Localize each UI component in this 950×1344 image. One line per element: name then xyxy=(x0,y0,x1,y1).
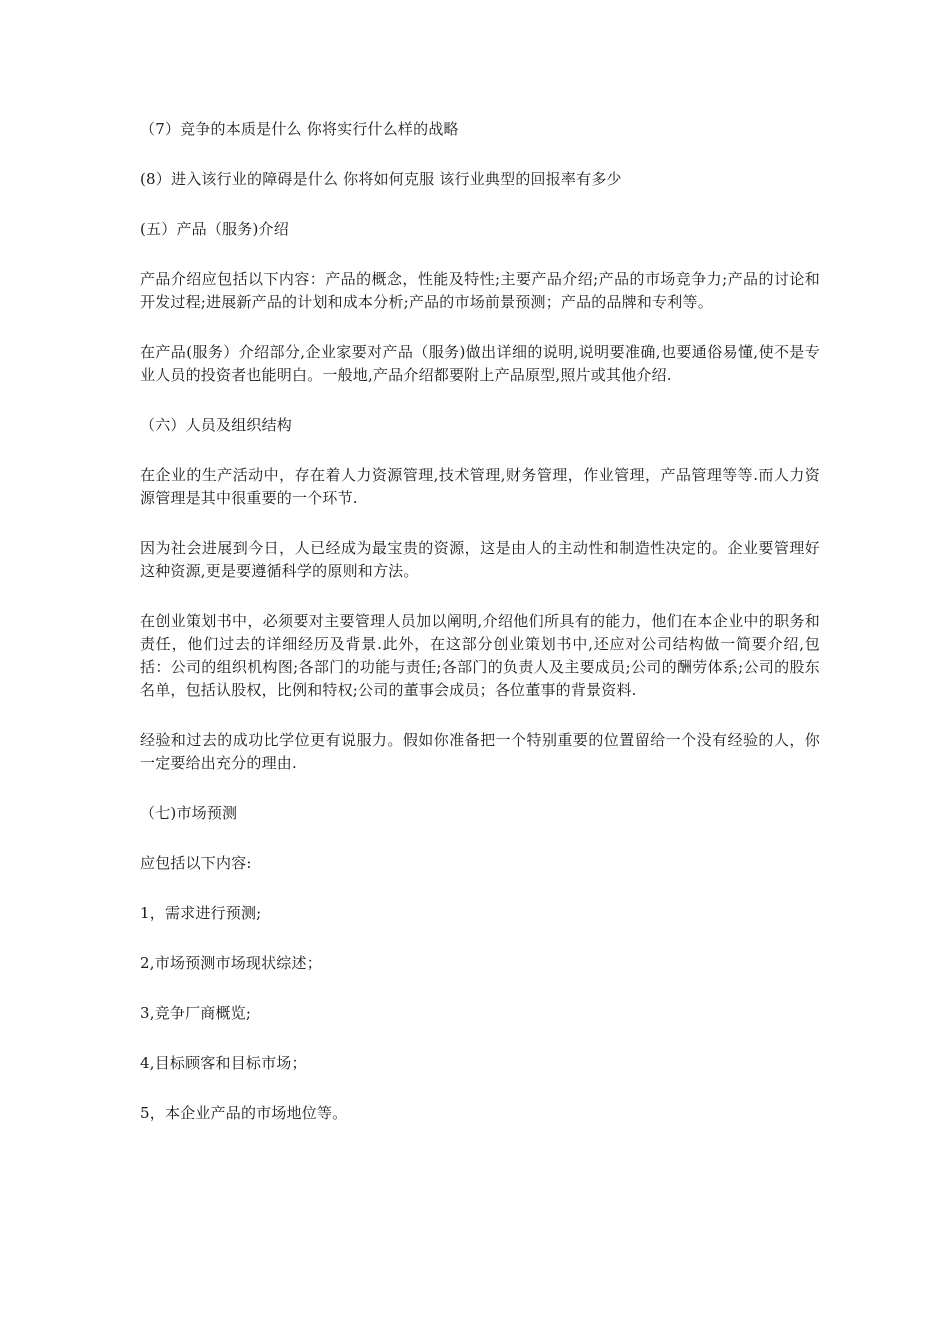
list-item-market-position: 5，本企业产品的市场地位等。 xyxy=(140,1104,348,1122)
paragraph-should-include: 应包括以下内容: xyxy=(140,854,252,872)
heading-market-forecast: （七)市场预测 xyxy=(140,804,238,822)
list-item-target-market: 4,目标顾客和目标市场； xyxy=(140,1054,307,1072)
paragraph-industry-barriers: (8）进入该行业的障碍是什么 你将如何克服 该行业典型的回报率有多少 xyxy=(140,170,622,188)
list-item-market-overview: 2,市场预测市场现状综述； xyxy=(140,954,322,972)
list-item-demand-forecast: 1，需求进行预测; xyxy=(140,904,262,922)
paragraph-experience: 经验和过去的成功比学位更有说服力。假如你准备把一个特别重要的位置留给一个没有经验的人，你一定要给出充分的理由. xyxy=(140,731,820,772)
list-item-competitors: 3,竞争厂商概览; xyxy=(140,1004,252,1022)
heading-personnel-structure: （六）人员及组织结构 xyxy=(140,416,293,434)
paragraph-product-contents: 产品介绍应包括以下内容：产品的概念，性能及特性;主要产品介绍;产品的市场竞争力;产品的讨论和开发过程;进展新产品的计划和成本分析;产品的市场前景预测；产品的品牌和专利等。 xyxy=(140,270,820,311)
paragraph-human-resources: 因为社会进展到今日，人已经成为最宝贵的资源，这是由人的主动性和制造性决定的。企业要管理好这种资源,更是要遵循科学的原则和方法。 xyxy=(140,539,820,580)
document-page xyxy=(140,118,820,1125)
paragraph-competition-strategy: （7）竞争的本质是什么 你将实行什么样的战略 xyxy=(140,120,459,138)
paragraph-management-details: 在创业策划书中，必须要对主要管理人员加以阐明,介绍他们所具有的能力，他们在本企业中的职务和责任，他们过去的详细经历及背景.此外，在这部分创业策划书中,还应对公司结构做一简要介绍,包括：公司的组织机构图;各部门的功能与责任;各部门的负责人及主要成员;公司的酬劳体系;公司的股东名单，包括认股权，比例和特权;公司的董事会成员；各位董事的背景资料. xyxy=(140,612,820,699)
heading-product-intro: (五）产品（服务)介绍 xyxy=(140,220,289,238)
paragraph-product-description: 在产品(服务）介绍部分,企业家要对产品（服务)做出详细的说明,说明要准确,也要通俗易懂,使不是专业人员的投资者也能明白。一般地,产品介绍都要附上产品原型,照片或其他介绍. xyxy=(140,343,820,384)
paragraph-management-types: 在企业的生产活动中，存在着人力资源管理,技术管理,财务管理，作业管理，产品管理等等.而人力资源管理是其中很重要的一个环节. xyxy=(140,466,820,507)
